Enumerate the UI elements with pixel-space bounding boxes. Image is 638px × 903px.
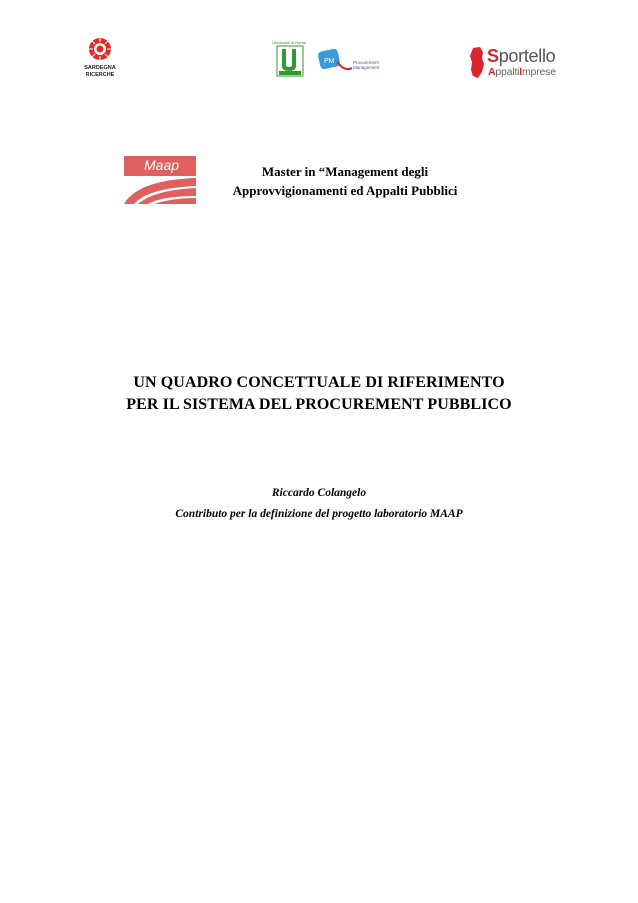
master-heading-line2: Approvvigionamenti ed Appalti Pubblici: [232, 183, 458, 198]
sunburst-icon: [80, 36, 120, 64]
university-logo: [270, 40, 308, 78]
maap-wordmark: Maap: [144, 157, 180, 173]
procurement-management-logo: [317, 46, 389, 80]
document-title-line2: PER IL SISTEMA DEL PROCUREMENT PUBBLICO: [126, 396, 512, 413]
master-heading: [200, 162, 490, 200]
pm-icon: [317, 46, 353, 76]
author-name: Riccardo Colangelo: [271, 487, 367, 499]
svg-text:PM: PM: [324, 58, 335, 65]
logo-text-line1: SARDEGNA: [84, 65, 116, 71]
sportello-appalti-imprese-logo: [468, 44, 568, 80]
document-title: [100, 372, 538, 416]
sportello-wordmark: Sportello: [487, 46, 556, 66]
appalti-imprese-wordmark: AppaltiImprese: [488, 66, 556, 78]
master-heading-line1: Master in “Management degli: [261, 164, 429, 179]
maap-logo: [124, 156, 196, 204]
green-u-icon: [270, 40, 308, 78]
sardegna-ricerche-logo: [80, 36, 120, 82]
university-logo-caption: Università di Roma: [272, 40, 306, 45]
pm-logo-line2: Management: [353, 65, 380, 70]
contribution-note: Contributo per la definizione del progetto laboratorio MAAP: [175, 508, 463, 520]
sardinia-map-icon: [468, 46, 486, 80]
logo-text-line2: RICERCHE: [85, 72, 115, 78]
pm-logo-line1: Procurement: [353, 60, 379, 65]
document-title-line1: UN QUADRO CONCETTUALE DI RIFERIMENTO: [133, 374, 505, 391]
